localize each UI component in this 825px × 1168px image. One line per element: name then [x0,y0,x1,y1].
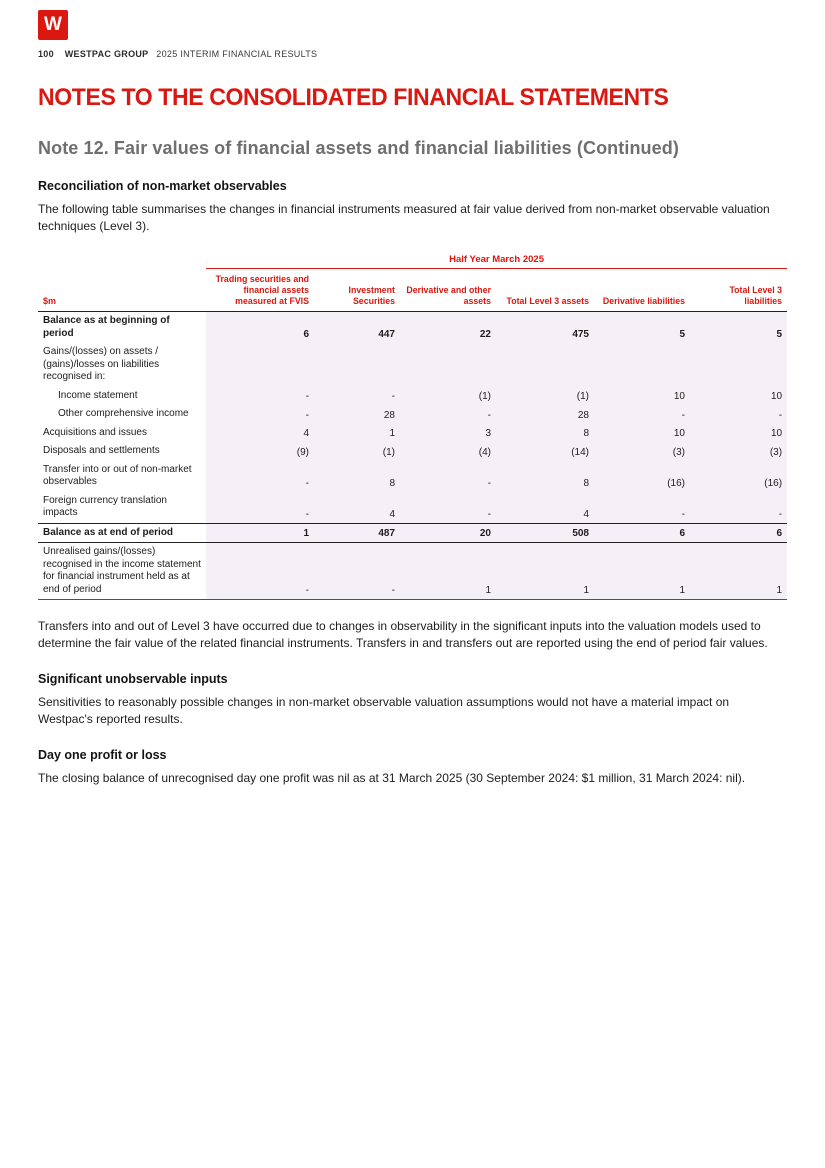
level3-reconciliation-table [38,251,787,600]
cell-value: 1 [496,543,594,600]
cell-value: 1 [314,424,400,443]
cell-value: (16) [594,461,690,492]
cell-value: 4 [206,424,314,443]
section-heading-significant-inputs: Significant unobservable inputs [38,672,228,687]
cell-value: - [400,405,496,424]
westpac-logo-letter: W [44,14,62,35]
cell-value: 5 [690,312,787,344]
cell-value [400,343,496,387]
table-row [38,343,787,387]
table-row [38,492,787,524]
cell-value [496,343,594,387]
cell-value [206,343,314,387]
cell-value: 10 [594,387,690,406]
period-header-row [38,251,787,269]
section-heading-reconciliation: Reconciliation of non-market observables [38,179,287,194]
cell-value: 5 [594,312,690,344]
cell-value: - [690,492,787,524]
row-label: Other comprehensive income [38,405,206,424]
cell-value: - [400,461,496,492]
cell-value: - [206,405,314,424]
cell-value: - [690,405,787,424]
cell-value: 28 [496,405,594,424]
cell-value: 8 [314,461,400,492]
transfers-paragraph: Transfers into and out of Level 3 have occurred due to changes in observability in the significant inputs into the valuation models used to determine the fair value of the related financial instruments. Transfers in and transfers out are reported using the end of period fair values. [38,619,768,651]
cell-value: (1) [496,387,594,406]
table-row [38,387,787,406]
note-title: Note 12. Fair values of financial assets and financial liabilities (Continued) [38,138,679,159]
cell-value: - [594,492,690,524]
cell-value: 10 [690,387,787,406]
cell-value: (3) [594,442,690,461]
cell-value: 508 [496,523,594,543]
cell-value: 10 [690,424,787,443]
column-header: Total Level 3 assets [496,269,594,312]
cell-value: (1) [314,442,400,461]
cell-value: 487 [314,523,400,543]
cell-value: 447 [314,312,400,344]
cell-value: (3) [690,442,787,461]
table-body [38,312,787,600]
cell-value: (1) [400,387,496,406]
row-label: Unrealised gains/(losses) recognised in the income statement for financial instrument held as at end of period [38,543,206,600]
cell-value: 8 [496,461,594,492]
column-header: Investment Securities [314,269,400,312]
cell-value: - [400,492,496,524]
cell-value: - [206,543,314,600]
table-row [38,312,787,344]
cell-value: 1 [594,543,690,600]
column-header-row [38,269,787,312]
period-header: Half Year March 2025 [206,251,787,269]
row-label: Balance as at end of period [38,523,206,543]
cell-value: - [206,387,314,406]
row-label: Acquisitions and issues [38,424,206,443]
cell-value: (4) [400,442,496,461]
cell-value: - [206,461,314,492]
header-brand: WESTPAC GROUP [64,49,149,59]
cell-value: 28 [314,405,400,424]
cell-value: - [314,543,400,600]
cell-value: 20 [400,523,496,543]
table-row [38,442,787,461]
cell-value: - [206,492,314,524]
row-label: Transfer into or out of non-market observables [38,461,206,492]
table-head [38,251,787,311]
reconciliation-intro: The following table summarises the changes in financial instruments measured at fair value derived from non-market observable valuation techniques (Level 3). [38,202,770,234]
cell-value: 6 [206,312,314,344]
header-subtitle: 2025 INTERIM FINANCIAL RESULTS [156,49,318,59]
cell-value: 8 [496,424,594,443]
table-row [38,424,787,443]
column-header: Total Level 3 liabilities [690,269,787,312]
period-header-spacer [38,251,206,269]
column-header: Derivative liabilities [594,269,690,312]
page-number: 100 [38,49,54,59]
cell-value: 3 [400,424,496,443]
unit-label: $m [38,269,206,312]
significant-inputs-paragraph: Sensitivities to reasonably possible changes in non-market observable valuation assumptions would not have a material impact on Westpac's reported results. [38,695,730,727]
cell-value: 22 [400,312,496,344]
row-label: Balance as at beginning of period [38,312,206,344]
table-row [38,543,787,600]
cell-value: - [594,405,690,424]
cell-value [314,343,400,387]
cell-value: (14) [496,442,594,461]
cell-value [594,343,690,387]
cell-value: 1 [690,543,787,600]
table-row [38,405,787,424]
section-heading-day-one: Day one profit or loss [38,748,167,763]
cell-value: 6 [690,523,787,543]
day-one-paragraph: The closing balance of unrecognised day one profit was nil as at 31 March 2025 (30 September 2024: $1 million, 31 March 2024: nil). [38,771,746,786]
cell-value: 4 [496,492,594,524]
table-row [38,461,787,492]
row-label: Income statement [38,387,206,406]
cell-value: - [314,387,400,406]
row-label: Gains/(losses) on assets / (gains)/losses on liabilities recognised in: [38,343,206,387]
row-label: Disposals and settlements [38,442,206,461]
cell-value: (16) [690,461,787,492]
column-header: Derivative and other assets [400,269,496,312]
cell-value [690,343,787,387]
cell-value: (9) [206,442,314,461]
main-title: NOTES TO THE CONSOLIDATED FINANCIAL STATEMENTS [38,84,669,111]
westpac-logo [38,10,68,40]
cell-value: 4 [314,492,400,524]
cell-value: 475 [496,312,594,344]
row-label: Foreign currency translation impacts [38,492,206,524]
column-header: Trading securities and financial assets measured at FVIS [206,269,314,312]
cell-value: 6 [594,523,690,543]
cell-value: 10 [594,424,690,443]
cell-value: 1 [400,543,496,600]
page-header [38,49,787,59]
cell-value: 1 [206,523,314,543]
table-row [38,523,787,543]
